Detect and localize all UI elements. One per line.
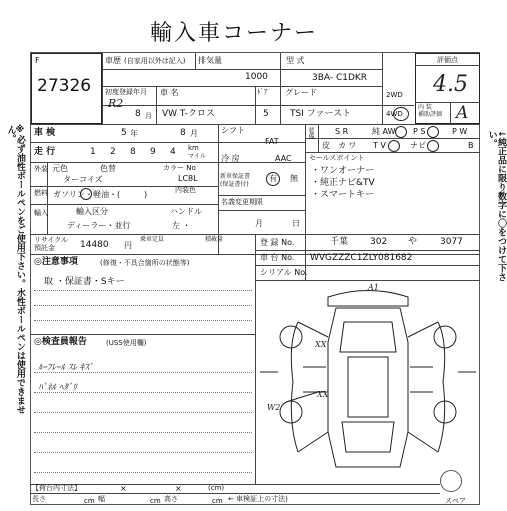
inspector-subtitle: (USS使用欄) <box>106 339 147 347</box>
sales-point-3: ・スマートキー <box>311 190 374 200</box>
equip-leather: 皮 <box>322 141 330 150</box>
first-reg-year: R2 <box>108 97 124 110</box>
orig-color-change: 色替 <box>100 164 116 173</box>
damage-left: XX <box>315 340 327 349</box>
dims-x2: × <box>175 484 182 493</box>
dims-width-unit: cm <box>150 497 161 505</box>
car-name-label: 車 名 <box>160 88 179 97</box>
capacity-label: 乗車定員 <box>140 236 165 243</box>
registration-number: 3077 <box>440 237 463 247</box>
serial-label: シリアル No. <box>260 268 308 277</box>
dims-length-unit: cm <box>84 497 95 505</box>
inspection-year: 5 <box>121 128 127 138</box>
equip-kawa: カ ワ <box>338 141 357 150</box>
first-reg-label: 初度登録年月 <box>105 88 147 96</box>
side-note-right: ↓純正品に限り数字に〇をつけて下さい。 <box>486 130 506 282</box>
recycle-label2: 預託金 <box>34 244 55 252</box>
recycle-unit: 円 <box>124 241 132 250</box>
color-name: ターコイズ <box>63 175 103 184</box>
grade-label: 評価点 <box>437 56 458 64</box>
displacement-label: 排気量 <box>198 56 222 65</box>
interior-color-label: 内装色 <box>175 186 196 194</box>
drive-4wd-circle <box>393 107 409 121</box>
handle-label: ハンドル <box>170 207 202 216</box>
history-label: 車歴 <box>105 56 121 65</box>
drive-4wd: 4WD <box>386 110 403 118</box>
dims-unit: (cm) <box>208 484 225 492</box>
exterior-label: 外装 <box>34 165 48 173</box>
equip-aw: 純 AW <box>372 127 396 136</box>
drive-2wd: 2WD <box>386 91 403 99</box>
inspector-title: ◎検査員報告 <box>34 337 87 347</box>
name-change-day: 日 <box>292 219 300 228</box>
color-code: LC8L <box>178 174 198 183</box>
damage-side: W2 <box>267 403 281 412</box>
side-note-left: ※必ず油性ボールペンをご使用下さい。水性ボールペンは使用できません。 <box>5 125 25 414</box>
inspection-month-unit: 月 <box>190 129 198 138</box>
inspection-month: 8 <box>180 128 186 138</box>
car-name-value: VW T-クロス <box>162 109 215 119</box>
equip-sr: S R <box>335 127 349 136</box>
color-no-label: カラー No <box>163 164 196 172</box>
history-note: (自家用以外は記入) <box>124 57 186 65</box>
import-side-label: 輸入 <box>34 209 48 217</box>
chassis-number: WVGZZZC1ZLY081682 <box>310 253 413 263</box>
newcar-no: 無 <box>290 174 298 183</box>
first-reg-month: 8 <box>135 109 141 119</box>
mileage-unit-km: km <box>188 144 199 152</box>
spare-icon <box>440 470 462 492</box>
mileage-unit-mile: マイル <box>188 153 206 160</box>
equipment-label: 装備 <box>307 127 314 139</box>
dims-label: 【荷台内寸法】 <box>32 484 81 492</box>
doors-label: ﾄﾞｱ <box>257 88 268 96</box>
inspector-line-1: ﾙｰﾌﾚｰﾙ ｽﾚ ｷｽﾞ <box>38 363 94 373</box>
dims-length-label: 長さ <box>32 495 46 503</box>
recycle-value: 14480 <box>80 240 109 250</box>
interior-label: 内 装 補助評価 <box>418 104 443 119</box>
shift-value: FAT <box>265 137 279 146</box>
import-label: 輸入区分 <box>76 207 108 216</box>
mileage-label: 走 行 <box>34 147 56 157</box>
equip-ps: P S <box>413 127 426 136</box>
registration-pref: 千葉 <box>330 237 349 247</box>
handle-value: 左 ・ <box>172 221 191 230</box>
dims-width-label: 幅 <box>98 495 105 503</box>
sales-points-label: セールスポイント <box>309 154 365 162</box>
equip-navi: ナビ <box>410 141 426 150</box>
grade-value: TSI ファースト <box>290 109 352 119</box>
ac-label: 冷 房 <box>221 154 240 163</box>
lot-number: 27326 <box>37 76 92 96</box>
dims-x1: × <box>120 484 127 493</box>
model-label: 型 式 <box>286 56 305 65</box>
newcar-warranty-label: 新車保証書 (保証書付) <box>220 173 251 188</box>
grade-score: 4.5 <box>433 72 468 97</box>
name-change-label: 名義変更期限 <box>221 198 263 206</box>
equip-tv: T V <box>373 141 386 150</box>
car-damage-diagram <box>258 282 478 482</box>
equip-b: B <box>468 141 474 150</box>
mileage-digit-1: 1 <box>90 147 96 157</box>
notes-line-1: 取 ・保証書・Sキー <box>44 277 125 287</box>
page-title: 輸入車コーナー <box>150 21 319 46</box>
equip-pw: P W <box>452 127 468 136</box>
orig-color-label: 元色 <box>52 164 68 173</box>
sales-point-2: ・純正ナビ&TV <box>311 178 375 188</box>
registration-label: 登 録 No. <box>260 238 295 247</box>
dims-height-label: 高さ <box>164 495 178 503</box>
model-value: 3BA- C1DKR <box>312 73 368 83</box>
fuel-close: ) <box>144 190 148 199</box>
registration-class: 302 <box>370 237 388 247</box>
first-reg-month-label: 月 <box>145 112 152 120</box>
displacement-value: 1000 <box>245 72 268 82</box>
doors-value: 5 <box>263 109 269 119</box>
sales-point-1: ・ワンオーナー <box>311 166 375 176</box>
damage-top: A1 <box>368 283 379 292</box>
inspector-line-2: ﾊﾞﾈﾙ ﾍﾀﾞﾘ <box>38 383 77 393</box>
damage-mid: XX <box>317 390 329 399</box>
grade-label: グレード <box>285 88 317 97</box>
chassis-label: 車 台 No. <box>260 253 295 262</box>
name-change-month: 月 <box>255 219 263 228</box>
newcar-yes: 有 <box>269 174 277 183</box>
interior-score: A <box>456 103 469 123</box>
inspection-label: 車 検 <box>34 128 56 138</box>
import-value: ディーラー・並行 <box>67 221 131 230</box>
mileage-digit-5: 4 <box>170 147 176 157</box>
fuel-circle <box>80 188 92 200</box>
newcar-circle <box>266 172 280 186</box>
fuel-values: ガソリン・軽油・( <box>53 190 121 199</box>
shift-label: シフト <box>221 126 245 135</box>
recycle-label: リサイクル <box>34 236 69 244</box>
mileage-digit-3: 8 <box>130 147 136 157</box>
lot-corner: F <box>35 56 40 65</box>
fuel-label: 燃料 <box>34 189 48 197</box>
load-label: 積載量 <box>205 236 224 243</box>
mileage-digit-4: 9 <box>150 147 156 157</box>
notes-subtitle: (修復・不具合箇所の状態等) <box>100 259 190 267</box>
ac-value: AAC <box>275 154 292 163</box>
dims-note: ← 車検証上の寸法) <box>228 495 288 503</box>
notes-title: ◎注意事項 <box>34 257 78 267</box>
registration-kana: や <box>408 237 418 247</box>
mileage-digit-2: 2 <box>110 147 116 157</box>
inspection-year-unit: 年 <box>130 129 138 138</box>
spare-label: スペア <box>445 497 466 505</box>
dims-height-unit: cm <box>212 497 223 505</box>
